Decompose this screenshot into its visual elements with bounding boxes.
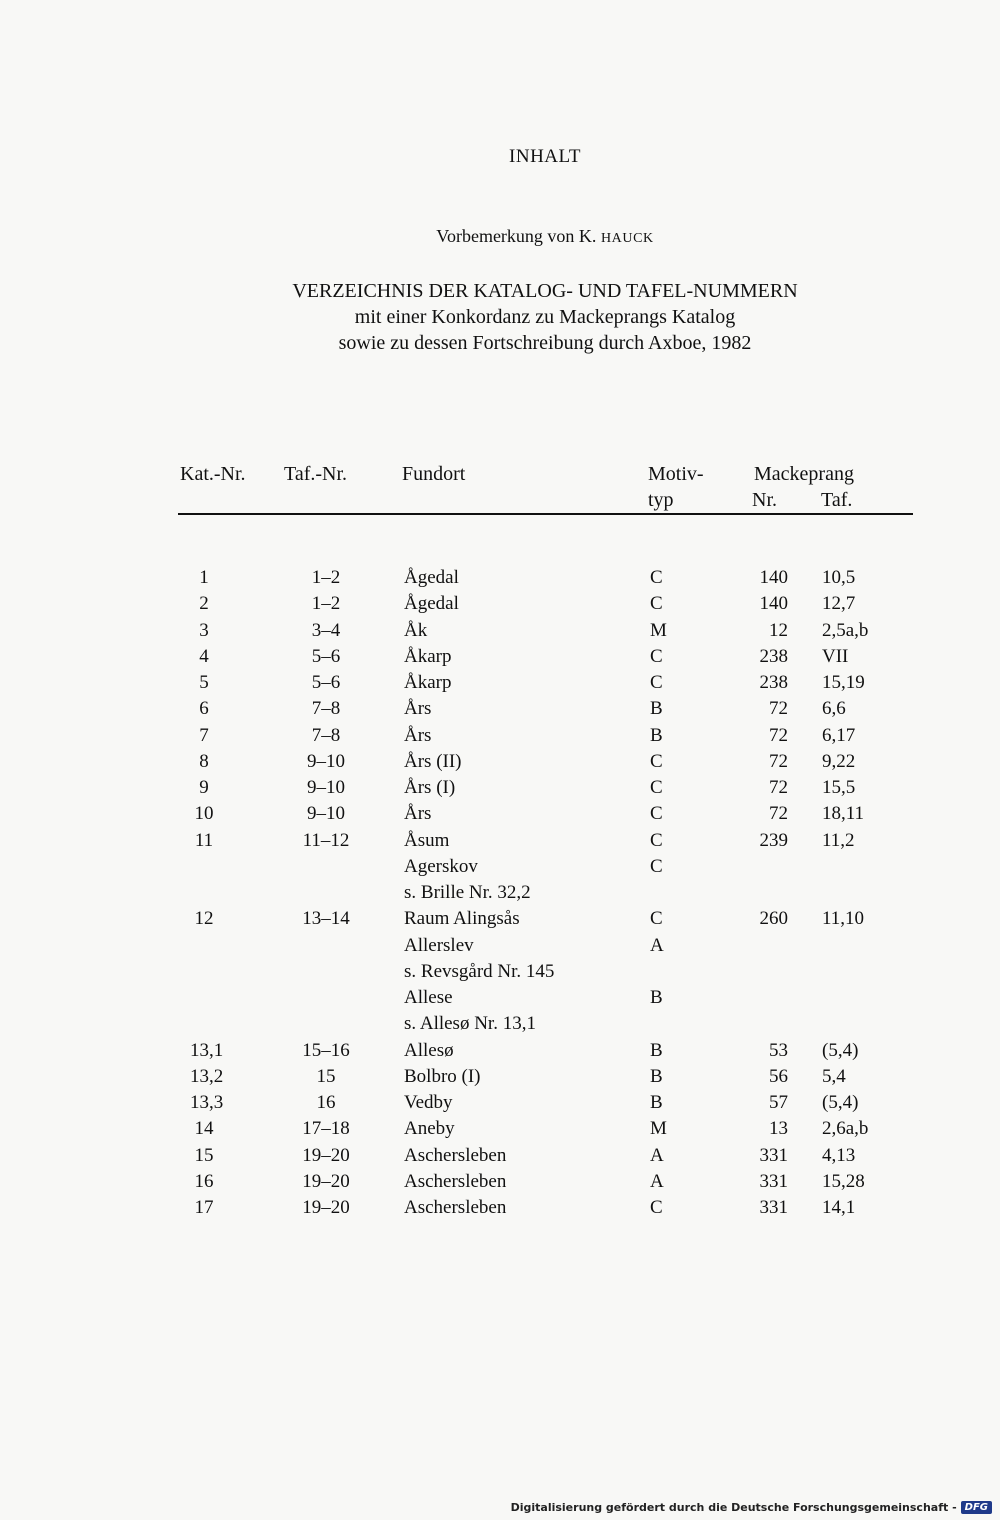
cell-fundort: Aschersleben xyxy=(404,1144,507,1166)
cell-taf-nr: 16 xyxy=(316,1092,336,1113)
cell-fundort: Aneby xyxy=(404,1118,455,1140)
cell-motivtyp: C xyxy=(650,750,663,772)
cell-mackeprang-nr: 72 xyxy=(769,777,788,798)
cell-mackeprang-taf: 11,2 xyxy=(822,829,855,851)
cell-kat-nr: 13,1 xyxy=(190,1039,224,1061)
cell-mackeprang-nr: 238 xyxy=(759,672,788,693)
table-row xyxy=(0,828,1000,854)
table-row xyxy=(0,906,1000,932)
listing-heading xyxy=(0,278,1000,356)
cell-motivtyp: C xyxy=(650,803,663,825)
cell-kat-nr: 4 xyxy=(199,645,209,667)
cell-mackeprang-nr: 331 xyxy=(759,1197,788,1218)
cell-motivtyp: B xyxy=(650,987,663,1008)
table-row xyxy=(0,644,1000,670)
table-row xyxy=(0,670,1000,696)
preface-prefix: Vorbemerkung von K. xyxy=(436,226,601,246)
header-motiv-typ: typ xyxy=(648,489,674,511)
cell-mackeprang-taf: 6,17 xyxy=(822,724,856,746)
cell-mackeprang-nr: 72 xyxy=(769,724,788,746)
cell-taf-nr: 9–10 xyxy=(307,777,345,798)
cell-fundort: s. Allesø Nr. 13,1 xyxy=(404,1013,536,1035)
dfg-logo: DFG xyxy=(961,1501,992,1514)
cell-mackeprang-taf: VII xyxy=(822,645,849,667)
cell-mackeprang-taf: 11,10 xyxy=(822,908,865,930)
cell-mackeprang-nr: 12 xyxy=(769,619,788,641)
cell-motivtyp: B xyxy=(650,698,663,720)
cell-taf-nr: 19–20 xyxy=(302,1197,350,1218)
table-row xyxy=(0,933,1000,959)
cell-mackeprang-nr: 260 xyxy=(759,908,788,930)
listing-heading-line2: mit einer Konkordanz zu Mackeprangs Katalog xyxy=(354,306,736,328)
footer-text: Digitalisierung gefördert durch die Deutsche Forschungsgemeinschaft - xyxy=(510,1500,957,1514)
cell-fundort: Års (II) xyxy=(404,750,462,772)
cell-mackeprang-taf: (5,4) xyxy=(822,1092,859,1113)
header-mackeprang-taf: Taf. xyxy=(821,489,853,511)
cell-fundort: s. Revsgård Nr. 145 xyxy=(404,960,555,982)
table-row xyxy=(0,565,1000,591)
cell-fundort: Aschersleben xyxy=(404,1170,507,1192)
table-row xyxy=(0,1116,1000,1142)
cell-kat-nr: 13,3 xyxy=(190,1092,224,1113)
cell-motivtyp: C xyxy=(650,908,663,930)
cell-mackeprang-taf: 2,5a,b xyxy=(822,619,869,641)
cell-taf-nr: 5–6 xyxy=(311,672,341,693)
cell-mackeprang-taf: 2,6a,b xyxy=(822,1118,869,1140)
cell-motivtyp: A xyxy=(650,1144,664,1166)
table-row xyxy=(0,1011,1000,1037)
table-row xyxy=(0,1064,1000,1090)
cell-fundort: Bolbro (I) xyxy=(404,1065,481,1087)
cell-fundort: Åkarp xyxy=(404,645,452,667)
table-row xyxy=(0,723,1000,749)
header-fundort: Fundort xyxy=(402,463,466,485)
cell-fundort: Ågedal xyxy=(404,593,459,615)
cell-fundort: Åk xyxy=(404,619,428,641)
cell-taf-nr: 3–4 xyxy=(311,619,341,641)
cell-fundort: Raum Alingsås xyxy=(404,908,520,930)
cell-mackeprang-taf: 15,5 xyxy=(822,777,856,798)
cell-kat-nr: 1 xyxy=(199,567,209,588)
cell-taf-nr: 13–14 xyxy=(302,908,350,930)
header-motiv: Motiv- xyxy=(648,463,704,485)
cell-taf-nr: 17–18 xyxy=(302,1118,350,1140)
cell-mackeprang-nr: 57 xyxy=(769,1092,788,1113)
cell-kat-nr: 3 xyxy=(199,619,209,641)
cell-kat-nr: 5 xyxy=(199,672,209,693)
cell-fundort: Åsum xyxy=(404,829,450,851)
cell-taf-nr: 11–12 xyxy=(302,829,350,851)
cell-fundort: Agerskov xyxy=(404,855,478,877)
header-rule xyxy=(178,513,913,515)
cell-mackeprang-taf: 9,22 xyxy=(822,750,856,772)
cell-motivtyp: B xyxy=(650,1092,663,1113)
cell-motivtyp: B xyxy=(650,1039,663,1061)
footer-credit xyxy=(511,1498,992,1516)
cell-mackeprang-nr: 140 xyxy=(759,567,788,588)
cell-mackeprang-nr: 238 xyxy=(759,645,788,667)
cell-kat-nr: 11 xyxy=(194,829,214,851)
table-row xyxy=(0,591,1000,617)
cell-kat-nr: 9 xyxy=(199,777,209,798)
table-row xyxy=(0,854,1000,880)
header-mackeprang-nr: Nr. xyxy=(752,489,777,511)
cell-mackeprang-nr: 56 xyxy=(769,1065,788,1087)
cell-mackeprang-nr: 72 xyxy=(769,698,788,720)
cell-fundort: Års xyxy=(404,698,432,720)
cell-mackeprang-nr: 13 xyxy=(769,1118,788,1140)
cell-taf-nr: 7–8 xyxy=(311,698,341,720)
cell-mackeprang-nr: 331 xyxy=(759,1170,788,1192)
cell-kat-nr: 17 xyxy=(194,1197,214,1218)
cell-kat-nr: 14 xyxy=(194,1118,214,1140)
cell-motivtyp: C xyxy=(650,829,663,851)
cell-fundort: Allese xyxy=(404,987,453,1008)
cell-motivtyp: B xyxy=(650,1065,663,1087)
cell-fundort: Aschersleben xyxy=(404,1197,507,1218)
cell-kat-nr: 15 xyxy=(194,1144,214,1166)
cell-motivtyp: A xyxy=(650,934,664,956)
preface-author: HAUCK xyxy=(600,231,654,246)
cell-mackeprang-taf: (5,4) xyxy=(822,1039,859,1061)
cell-taf-nr: 9–10 xyxy=(307,803,345,825)
cell-mackeprang-taf: 18,11 xyxy=(822,803,865,825)
header-kat-nr: Kat.-Nr. xyxy=(180,463,246,485)
cell-kat-nr: 10 xyxy=(194,803,214,825)
cell-motivtyp: A xyxy=(650,1170,664,1192)
cell-motivtyp: C xyxy=(650,645,663,667)
header-mackeprang: Mackeprang xyxy=(754,463,854,485)
cell-mackeprang-nr: 72 xyxy=(769,750,788,772)
listing-heading-line3: sowie zu dessen Fortschreibung durch Axboe, 1982 xyxy=(338,332,752,354)
cell-motivtyp: M xyxy=(650,1118,667,1140)
cell-taf-nr: 1–2 xyxy=(311,593,341,615)
table-row xyxy=(0,801,1000,827)
cell-kat-nr: 7 xyxy=(199,724,209,746)
cell-taf-nr: 15–16 xyxy=(302,1039,350,1061)
cell-motivtyp: C xyxy=(650,1197,663,1218)
cell-motivtyp: C xyxy=(650,777,663,798)
cell-mackeprang-taf: 12,7 xyxy=(822,593,856,615)
cell-mackeprang-taf: 5,4 xyxy=(822,1065,846,1087)
cell-kat-nr: 13,2 xyxy=(190,1065,224,1087)
cell-motivtyp: C xyxy=(650,672,663,693)
cell-motivtyp: C xyxy=(650,567,663,588)
table-row xyxy=(0,880,1000,906)
table-row xyxy=(0,1169,1000,1195)
cell-mackeprang-taf: 15,28 xyxy=(822,1170,865,1192)
cell-fundort: Ågedal xyxy=(404,567,459,588)
cell-mackeprang-nr: 239 xyxy=(759,829,788,851)
cell-fundort: Års xyxy=(404,803,432,825)
cell-taf-nr: 7–8 xyxy=(311,724,341,746)
table-row xyxy=(0,775,1000,801)
cell-mackeprang-nr: 331 xyxy=(759,1144,788,1166)
table-row xyxy=(0,959,1000,985)
cell-kat-nr: 12 xyxy=(194,908,214,930)
table-row xyxy=(0,696,1000,722)
page-title: INHALT xyxy=(509,146,581,167)
table-row xyxy=(0,985,1000,1011)
cell-fundort: Åkarp xyxy=(404,672,452,693)
cell-kat-nr: 6 xyxy=(199,698,209,720)
cell-taf-nr: 9–10 xyxy=(307,750,345,772)
cell-kat-nr: 16 xyxy=(194,1170,214,1192)
cell-taf-nr: 19–20 xyxy=(302,1144,350,1166)
cell-mackeprang-taf: 15,19 xyxy=(822,672,865,693)
cell-mackeprang-taf: 14,1 xyxy=(822,1197,856,1218)
cell-fundort: Allerslev xyxy=(404,934,474,956)
cell-mackeprang-taf: 4,13 xyxy=(822,1144,856,1166)
cell-mackeprang-nr: 72 xyxy=(769,803,788,825)
cell-fundort: Vedby xyxy=(404,1092,453,1113)
listing-heading-line1: VERZEICHNIS DER KATALOG- UND TAFEL-NUMMERN xyxy=(292,280,798,302)
table-row xyxy=(0,618,1000,644)
cell-fundort: Allesø xyxy=(404,1039,454,1061)
cell-mackeprang-nr: 53 xyxy=(769,1039,788,1061)
table-row xyxy=(0,749,1000,775)
cell-taf-nr: 15 xyxy=(316,1065,336,1087)
cell-mackeprang-nr: 140 xyxy=(759,593,788,615)
cell-motivtyp: M xyxy=(650,619,667,641)
cell-motivtyp: C xyxy=(650,593,663,615)
cell-motivtyp: C xyxy=(650,855,663,877)
cell-kat-nr: 8 xyxy=(199,750,209,772)
table-row xyxy=(0,1195,1000,1221)
cell-taf-nr: 1–2 xyxy=(311,567,341,588)
cell-fundort: Års xyxy=(404,724,432,746)
preface-line xyxy=(0,226,1000,247)
cell-mackeprang-taf: 6,6 xyxy=(822,698,846,720)
table-row xyxy=(0,1143,1000,1169)
cell-mackeprang-taf: 10,5 xyxy=(822,567,856,588)
header-taf-nr: Taf.-Nr. xyxy=(284,463,348,485)
cell-motivtyp: B xyxy=(650,724,663,746)
cell-taf-nr: 5–6 xyxy=(311,645,341,667)
cell-fundort: s. Brille Nr. 32,2 xyxy=(404,882,531,903)
cell-fundort: Års (I) xyxy=(404,777,456,798)
table-row xyxy=(0,1038,1000,1064)
cell-taf-nr: 19–20 xyxy=(302,1170,350,1192)
table-row xyxy=(0,1090,1000,1116)
cell-kat-nr: 2 xyxy=(199,593,209,615)
